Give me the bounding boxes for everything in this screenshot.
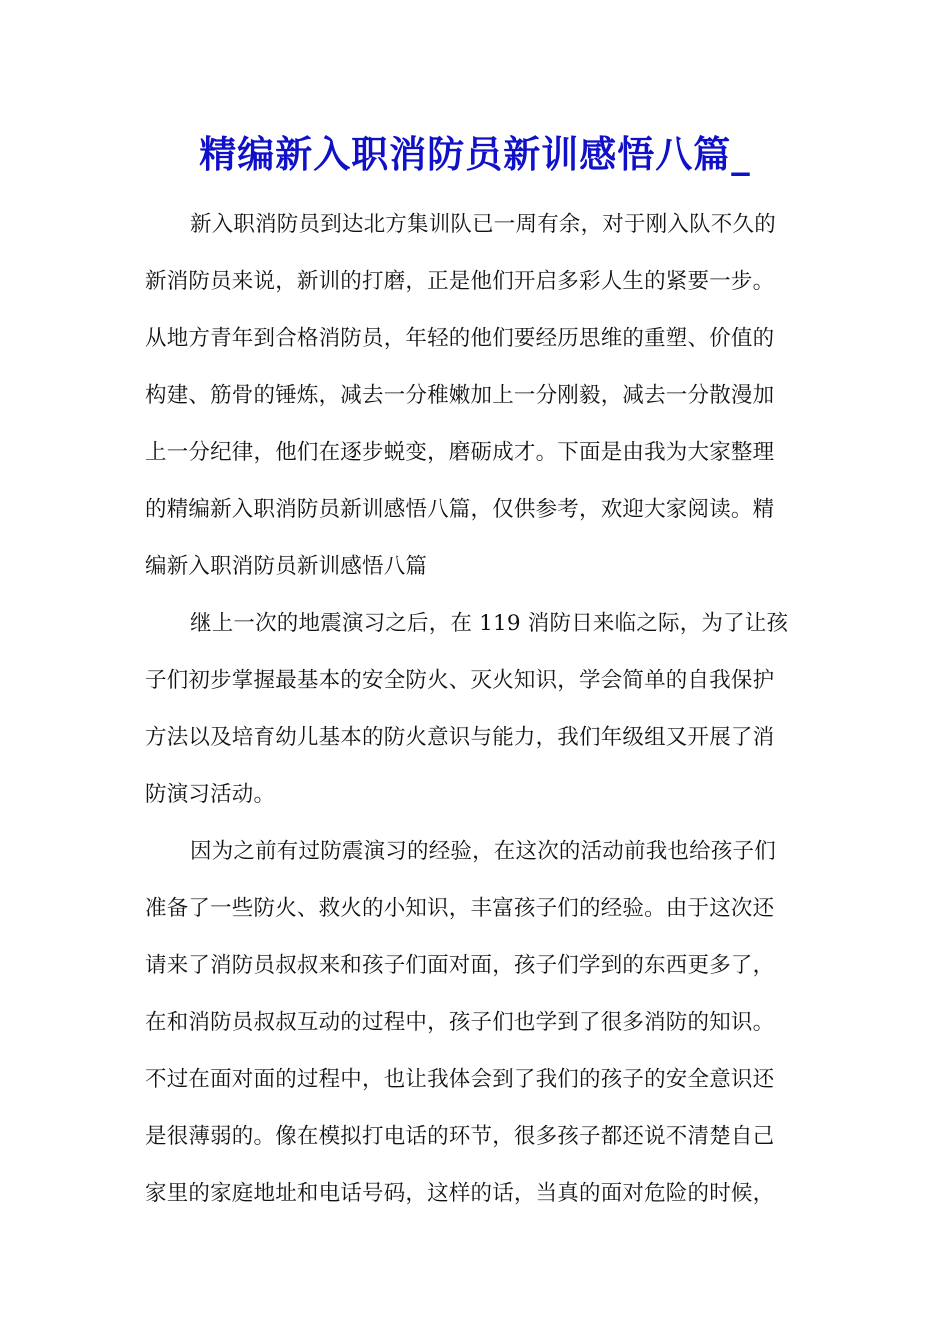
paragraph-line: 从地方青年到合格消防员，年轻的他们要经历思维的重塑、价值的	[145, 326, 775, 351]
paragraph-line: 继上一次的地震演习之后，在 119 消防日来临之际，为了让孩	[190, 611, 789, 636]
paragraph-line: 在和消防员叔叔互动的过程中，孩子们也学到了很多消防的知识。	[145, 1010, 775, 1035]
paragraph-line: 家里的家庭地址和电话号码，这样的话，当真的面对危险的时候，	[145, 1181, 775, 1206]
paragraph-line: 编新入职消防员新训感悟八篇	[145, 554, 428, 579]
paragraph-line: 不过在面对面的过程中，也让我体会到了我们的孩子的安全意识还	[145, 1067, 775, 1092]
paragraph-line: 构建、筋骨的锤炼，减去一分稚嫩加上一分刚毅，减去一分散漫加	[145, 383, 775, 408]
paragraph-line: 防演习活动。	[145, 782, 276, 807]
paragraph-line: 请来了消防员叔叔来和孩子们面对面，孩子们学到的东西更多了，	[145, 953, 775, 978]
paragraph-line: 子们初步掌握最基本的安全防火、灭火知识，学会简单的自我保护	[145, 668, 775, 693]
paragraph-line: 的精编新入职消防员新训感悟八篇，仅供参考，欢迎大家阅读。精	[145, 497, 775, 522]
paragraph-line: 新消防员来说，新训的打磨，正是他们开启多彩人生的紧要一步。	[145, 269, 775, 294]
paragraph-line: 准备了一些防火、救火的小知识，丰富孩子们的经验。由于这次还	[145, 896, 775, 921]
paragraph-line: 上一分纪律，他们在逐步蜕变，磨砺成才。下面是由我为大家整理	[145, 440, 775, 465]
document-title: 精编新入职消防员新训感悟八篇_	[199, 132, 751, 176]
paragraph-line: 是很薄弱的。像在模拟打电话的环节，很多孩子都还说不清楚自己	[145, 1124, 775, 1149]
paragraph-line: 新入职消防员到达北方集训队已一周有余，对于刚入队不久的	[190, 212, 776, 237]
paragraph-line: 因为之前有过防震演习的经验，在这次的活动前我也给孩子们	[190, 839, 776, 864]
paragraph-line: 方法以及培育幼儿基本的防火意识与能力，我们年级组又开展了消	[145, 725, 775, 750]
